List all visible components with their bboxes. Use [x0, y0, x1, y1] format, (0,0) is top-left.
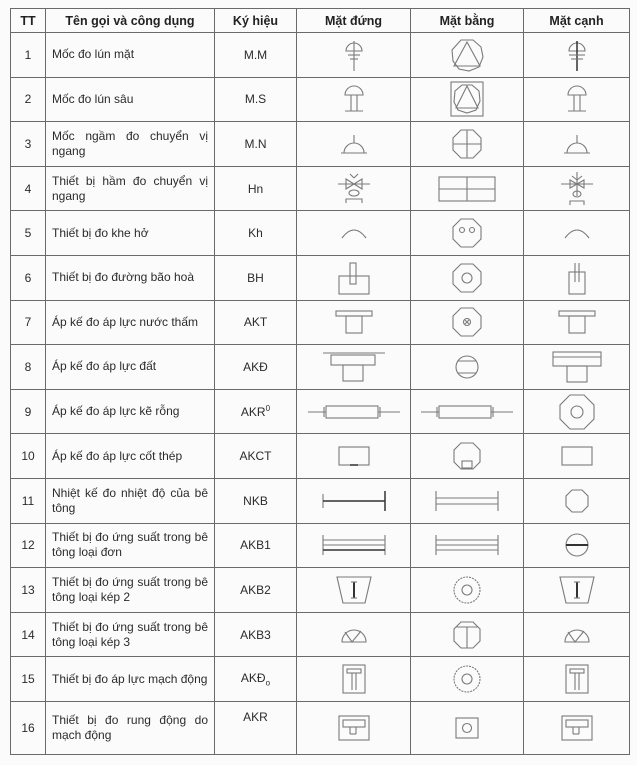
side-cell [524, 434, 630, 479]
triple-bar-gauge-icon [434, 532, 500, 558]
polygon-with-notch-icon [451, 440, 483, 472]
side-cell [524, 300, 630, 345]
row-name: Thiết bị đo áp lực mạch động [46, 657, 215, 702]
table-row [11, 77, 630, 122]
mushroom-marker-icon [342, 81, 366, 117]
row-code [215, 657, 297, 702]
plan-cell [411, 77, 524, 122]
table-row [11, 389, 630, 434]
boxed-t-icon [340, 662, 368, 696]
side-cell [524, 255, 630, 300]
dome-with-pin-icon [339, 129, 369, 159]
header-tt: TT [11, 9, 46, 33]
plan-cell [411, 434, 524, 479]
trapezoid-with-i-icon [558, 574, 596, 606]
boxed-t-cap-icon [559, 713, 595, 743]
row-code [215, 389, 297, 434]
narrow-box-with-stem-icon [567, 260, 587, 296]
elevation-cell [297, 568, 411, 613]
ring-polygon-icon [450, 261, 484, 295]
arc-icon [562, 225, 592, 241]
side-cell [524, 568, 630, 613]
plan-cell [411, 389, 524, 434]
plan-cell [411, 166, 524, 211]
double-ring-icon [451, 663, 483, 695]
row-number: 6 [11, 255, 46, 300]
row-code: M.M [215, 33, 297, 78]
plan-cell [411, 657, 524, 702]
row-name: Mốc đo lún mặt [46, 33, 215, 78]
circle-with-bands-icon [453, 353, 481, 381]
dome-with-pin-icon [562, 129, 592, 159]
header-name: Tên gọi và công dụng [46, 9, 215, 33]
row-number: 13 [11, 568, 46, 613]
double-ring-icon [451, 574, 483, 606]
side-cell [524, 523, 630, 568]
table-header-row [11, 9, 630, 33]
side-cell [524, 701, 630, 754]
row-code: M.N [215, 122, 297, 167]
row-code: BH [215, 255, 297, 300]
side-cell [524, 389, 630, 434]
row-name: Thiết bị đo đường bão hoà [46, 255, 215, 300]
semicircle-with-v-icon [562, 626, 592, 644]
arc-icon [339, 225, 369, 241]
table-row [11, 345, 630, 390]
row-code: AKT [215, 300, 297, 345]
plan-cell [411, 568, 524, 613]
plan-cell [411, 478, 524, 523]
plan-cell [411, 255, 524, 300]
elevation-cell [297, 255, 411, 300]
table-row [11, 166, 630, 211]
triple-bar-gauge-icon [321, 532, 387, 558]
row-code: AKB2 [215, 568, 297, 613]
row-name: Thiết bị đo khe hở [46, 211, 215, 256]
row-code: Kh [215, 211, 297, 256]
row-number: 3 [11, 122, 46, 167]
side-cell [524, 657, 630, 702]
side-cell [524, 122, 630, 167]
header-side: Mặt cạnh [524, 9, 630, 33]
row-name: Mốc đo lún sâu [46, 77, 215, 122]
side-cell [524, 33, 630, 78]
elevation-cell [297, 211, 411, 256]
table-row [11, 612, 630, 657]
table-row [11, 33, 630, 78]
plan-cell [411, 701, 524, 754]
row-code: AKB3 [215, 612, 297, 657]
row-number: 5 [11, 211, 46, 256]
table-row [11, 701, 630, 754]
row-number: 12 [11, 523, 46, 568]
surface-settlement-marker-side-icon [565, 37, 589, 73]
boxed-circle-icon [453, 715, 481, 741]
resistor-bar-icon [419, 403, 515, 421]
boxed-t-icon [563, 662, 591, 696]
row-name: Áp kế đo áp lực nước thấm [46, 300, 215, 345]
row-number: 15 [11, 657, 46, 702]
row-name: Áp kế đo áp lực kẽ rỗng [46, 389, 215, 434]
row-number: 8 [11, 345, 46, 390]
bowtie-anchor-icon [334, 171, 374, 207]
code-text: AKĐ [240, 670, 266, 685]
elevation-cell [297, 389, 411, 434]
side-cell [524, 478, 630, 523]
t-plate-icon [334, 308, 374, 336]
wide-t-plate-icon [321, 350, 387, 384]
elevation-cell [297, 478, 411, 523]
elevation-cell [297, 122, 411, 167]
rectangle-icon [559, 444, 595, 468]
box-with-stem-icon [337, 260, 371, 296]
row-name: Thiết bị hầm đo chuyển vị ngang [46, 166, 215, 211]
boxed-t-cap-icon [336, 713, 372, 743]
elevation-cell [297, 300, 411, 345]
rectangle-icon [336, 444, 372, 468]
header-plan: Mặt bằng [411, 9, 524, 33]
row-name: Nhiệt kế đo nhiệt độ của bê tông [46, 478, 215, 523]
table-row [11, 211, 630, 256]
side-cell [524, 345, 630, 390]
ring-polygon-large-icon [557, 392, 597, 432]
row-name: Áp kế đo áp lực đất [46, 345, 215, 390]
row-number: 2 [11, 77, 46, 122]
side-cell [524, 77, 630, 122]
t-plate-icon [557, 308, 597, 336]
boxed-triangle-in-polygon-icon [449, 80, 485, 118]
polygon-with-cross-dot-icon [450, 305, 484, 339]
row-code: AKR [215, 701, 297, 754]
table-row [11, 478, 630, 523]
table-row [11, 255, 630, 300]
resistor-bar-icon [306, 403, 402, 421]
row-number: 1 [11, 33, 46, 78]
plan-cell [411, 33, 524, 78]
elevation-cell [297, 612, 411, 657]
elevation-cell [297, 657, 411, 702]
polygon-two-holes-icon [450, 216, 484, 250]
row-code: Hn [215, 166, 297, 211]
row-number: 7 [11, 300, 46, 345]
plan-cell [411, 122, 524, 167]
row-code: AKB1 [215, 523, 297, 568]
plan-cell [411, 211, 524, 256]
elevation-cell [297, 701, 411, 754]
trapezoid-with-i-icon [335, 574, 373, 606]
surface-settlement-marker-elevation-icon [342, 37, 366, 73]
row-name: Thiết bị đo ứng suất trong bê tông loại đơn [46, 523, 215, 568]
plan-cell [411, 345, 524, 390]
row-name: Mốc ngầm đo chuyển vị ngang [46, 122, 215, 167]
wide-t-plate-icon [551, 350, 603, 384]
star-anchor-icon [557, 170, 597, 208]
row-name: Thiết bị đo ứng suất trong bê tông loại kép 2 [46, 568, 215, 613]
double-bar-gauge-icon [434, 488, 500, 514]
single-bar-gauge-icon [321, 488, 387, 514]
triangle-in-polygon-icon [449, 37, 485, 73]
elevation-cell [297, 523, 411, 568]
polygon-icon [563, 487, 591, 515]
table-row [11, 523, 630, 568]
table-row [11, 300, 630, 345]
circle-with-bar-icon [563, 531, 591, 559]
elevation-cell [297, 166, 411, 211]
polygon-with-t-icon [451, 619, 483, 651]
row-number: 14 [11, 612, 46, 657]
code-subscript: o [265, 678, 271, 688]
row-code: AKĐ [215, 345, 297, 390]
quartered-rectangle-icon [437, 175, 497, 203]
row-name: Áp kế đo áp lực cốt thép [46, 434, 215, 479]
side-cell [524, 166, 630, 211]
code-text: AKR [240, 405, 266, 420]
table-row [11, 568, 630, 613]
table-row [11, 434, 630, 479]
plan-cell [411, 612, 524, 657]
elevation-cell [297, 434, 411, 479]
code-superscript: 0 [265, 404, 271, 414]
plan-cell [411, 523, 524, 568]
header-code: Ký hiệu [215, 9, 297, 33]
elevation-cell [297, 77, 411, 122]
row-number: 11 [11, 478, 46, 523]
symbol-table [10, 8, 630, 755]
row-code: M.S [215, 77, 297, 122]
side-cell [524, 612, 630, 657]
table-row [11, 657, 630, 702]
mushroom-marker-icon [565, 81, 589, 117]
row-number: 4 [11, 166, 46, 211]
row-number: 16 [11, 701, 46, 754]
row-number: 10 [11, 434, 46, 479]
row-code: AKCT [215, 434, 297, 479]
elevation-cell [297, 345, 411, 390]
plan-cell [411, 300, 524, 345]
side-cell [524, 211, 630, 256]
table-row [11, 122, 630, 167]
row-code: NKB [215, 478, 297, 523]
header-elevation: Mặt đứng [297, 9, 411, 33]
row-name: Thiết bị đo ứng suất trong bê tông loại kép 3 [46, 612, 215, 657]
row-name: Thiết bị đo rung động do mạch động [46, 701, 215, 754]
semicircle-with-v-icon [339, 626, 369, 644]
crossed-polygon-icon [450, 127, 484, 161]
row-number: 9 [11, 389, 46, 434]
elevation-cell [297, 33, 411, 78]
